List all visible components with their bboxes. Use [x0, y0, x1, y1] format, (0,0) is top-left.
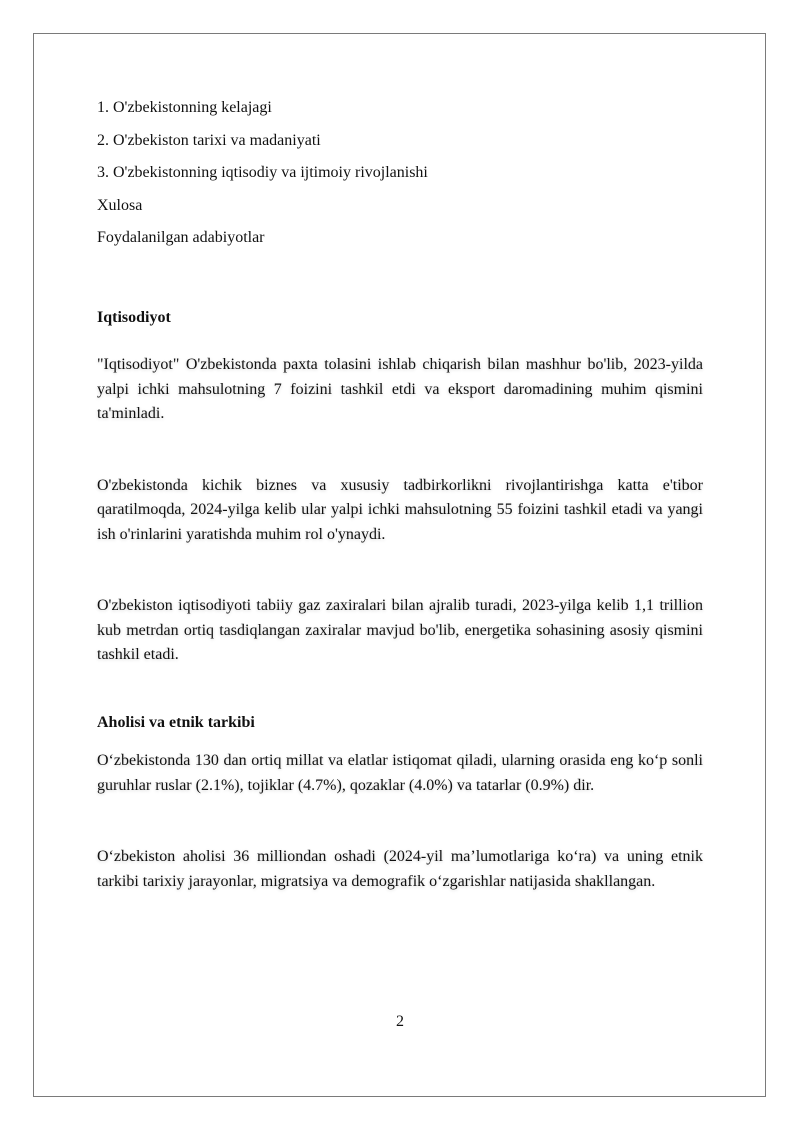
- table-of-contents: [97, 96, 703, 251]
- toc-item: 1. O'zbekistonning kelajagi: [97, 99, 272, 116]
- toc-item: Foydalanilgan adabiyotlar: [97, 229, 265, 246]
- section-population: [97, 711, 703, 895]
- toc-item: 3. O'zbekistonning iqtisodiy va ijtimoiy rivojlanishi: [97, 164, 428, 181]
- paragraph: O‘zbekiston aholisi 36 milliondan oshadi (2024-yil ma’lumotlariga ko‘ra) va uning etnik tarkibi tarixiy jarayonlar, migratsiya va demografik o‘zgarishlar natijasida shakllangan.: [97, 848, 703, 890]
- section-heading: Aholisi va etnik tarkibi: [97, 713, 255, 731]
- paragraph: O‘zbekistonda 130 dan ortiq millat va elatlar istiqomat qiladi, ularning orasida eng ko‘p sonli guruhlar ruslar (2.1%), tojiklar (4.7%), qozaklar (4.0%) va tatarlar (0.9%) dir.: [97, 752, 703, 794]
- toc-item: 2. O'zbekiston tarixi va madaniyati: [97, 131, 321, 149]
- page-number: 2: [396, 1013, 404, 1030]
- document-body: [97, 96, 703, 894]
- toc-item: Xulosa: [97, 196, 143, 214]
- paragraph: O'zbekiston iqtisodiyoti tabiiy gaz zaxiralari bilan ajralib turadi, 2023-yilga kelib 1,1 trillion kub metrdan ortiq tasdiqlangan zaxiralar mavjud bo'lib, energetika sohasining asosiy qismini tashkil etadi.: [97, 597, 703, 663]
- paragraph: "Iqtisodiyot" O'zbekistonda paxta tolasini ishlab chiqarish bilan mashhur bo'lib, 2023-yilda yalpi ichki mahsulotning 7 foizini tashkil etdi va eksport daromadining muhim qismini ta'minladi.: [97, 356, 703, 422]
- section-economy: [97, 306, 703, 668]
- paragraph: O'zbekistonda kichik biznes va xususiy tadbirkorlikni rivojlantirishga katta e'tibor qaratilmoqda, 2024-yilga kelib ular yalpi ichki mahsulotning 55 foizini tashkil etadi va yangi ish o'rinlarini yaratishda muhim rol o'ynaydi.: [97, 476, 703, 543]
- section-heading: Iqtisodiyot: [97, 308, 171, 326]
